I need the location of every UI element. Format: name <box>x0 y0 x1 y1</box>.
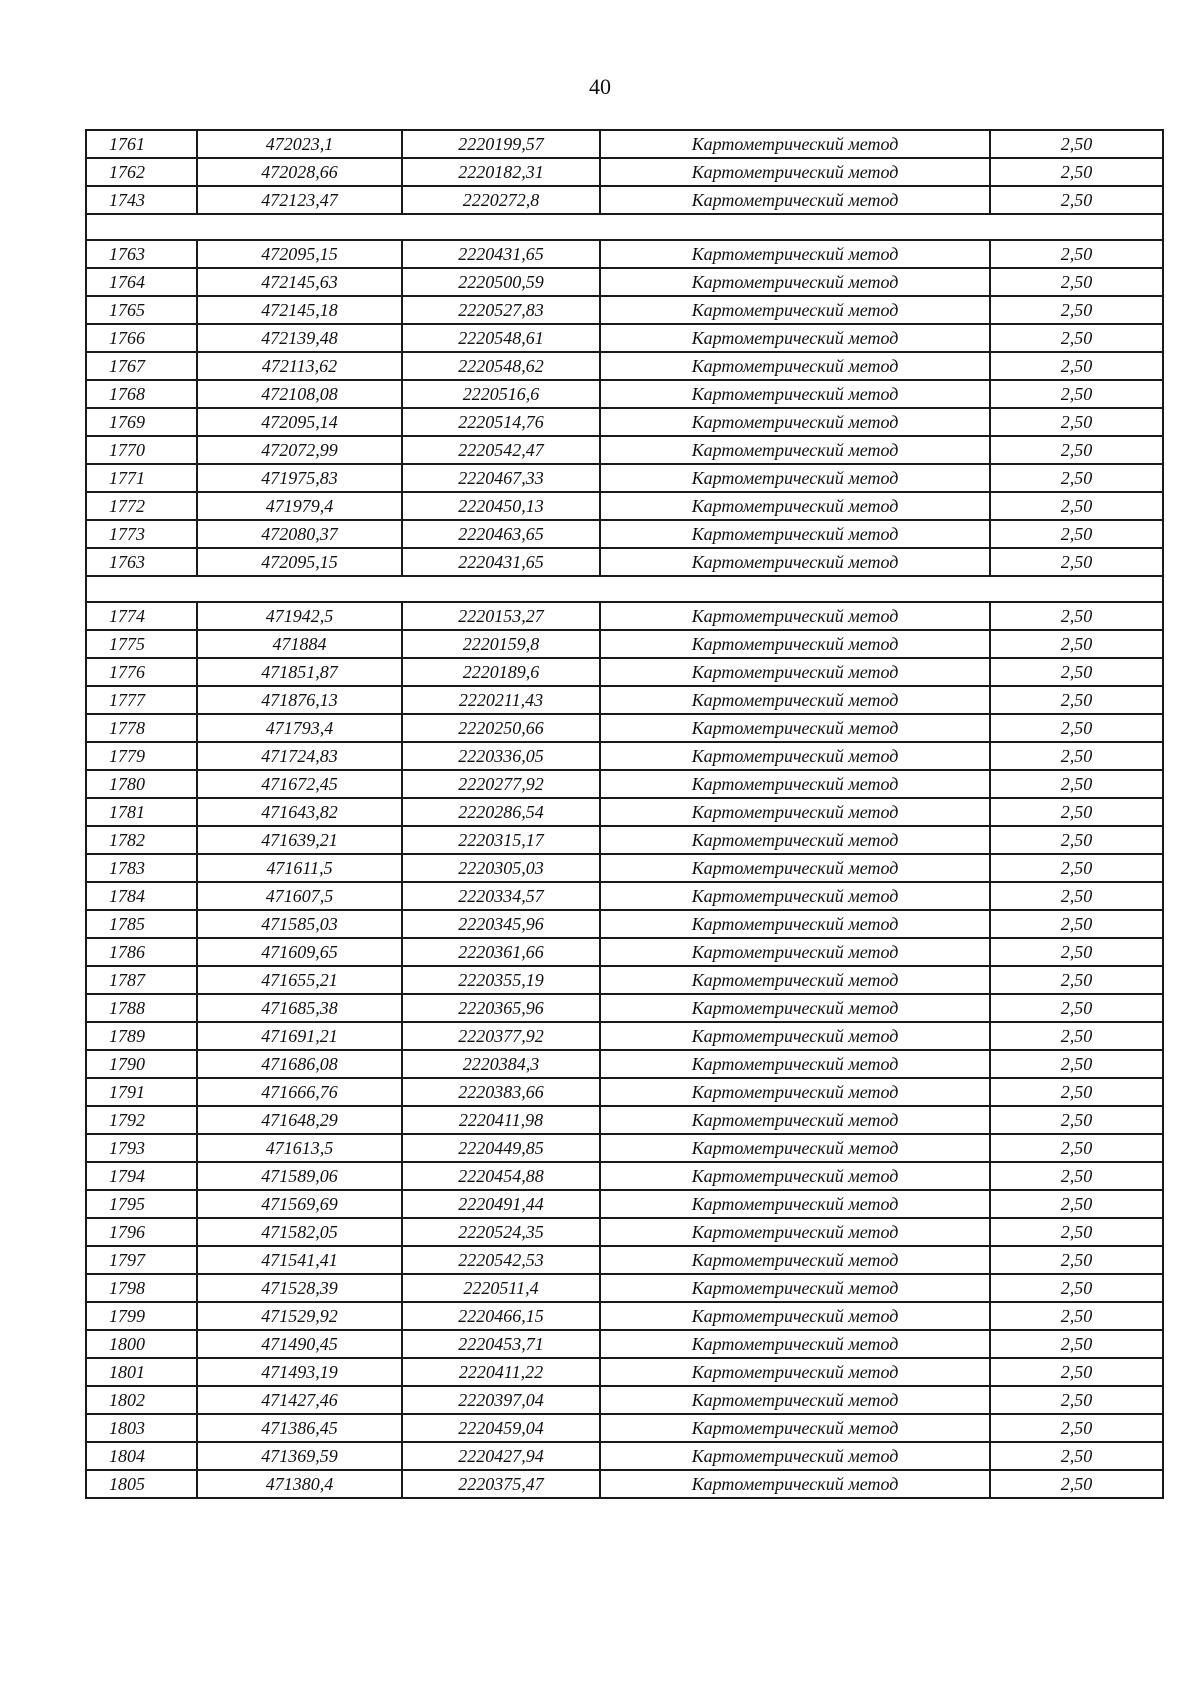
table-row <box>86 714 1163 742</box>
accuracy-cell: 2,50 <box>990 1162 1163 1190</box>
page-number: 40 <box>589 74 611 99</box>
accuracy-cell: 2,50 <box>990 630 1163 658</box>
method-cell: Картометрический метод <box>600 910 990 938</box>
method-cell: Картометрический метод <box>600 1218 990 1246</box>
method-cell: Картометрический метод <box>600 686 990 714</box>
table-row <box>86 1190 1163 1218</box>
point-number-cell: 1789 <box>86 1022 197 1050</box>
method-cell: Картометрический метод <box>600 1470 990 1498</box>
accuracy-cell: 2,50 <box>990 882 1163 910</box>
coordinates-table <box>85 129 1164 1499</box>
y-coordinate-cell: 2220491,44 <box>402 1190 600 1218</box>
y-coordinate-cell: 2220459,04 <box>402 1414 600 1442</box>
method-cell: Картометрический метод <box>600 630 990 658</box>
point-number-cell: 1791 <box>86 1078 197 1106</box>
method-cell: Картометрический метод <box>600 1442 990 1470</box>
point-number-cell: 1764 <box>86 268 197 296</box>
table-row <box>86 408 1163 436</box>
y-coordinate-cell: 2220383,66 <box>402 1078 600 1106</box>
point-number-cell: 1782 <box>86 826 197 854</box>
y-coordinate-cell: 2220411,22 <box>402 1358 600 1386</box>
table-row <box>86 630 1163 658</box>
y-coordinate-cell: 2220548,61 <box>402 324 600 352</box>
y-coordinate-cell: 2220334,57 <box>402 882 600 910</box>
accuracy-cell: 2,50 <box>990 1302 1163 1330</box>
y-coordinate-cell: 2220336,05 <box>402 742 600 770</box>
point-number-cell: 1790 <box>86 1050 197 1078</box>
x-coordinate-cell: 471691,21 <box>197 1022 402 1050</box>
x-coordinate-cell: 471569,69 <box>197 1190 402 1218</box>
y-coordinate-cell: 2220511,4 <box>402 1274 600 1302</box>
y-coordinate-cell: 2220189,6 <box>402 658 600 686</box>
x-coordinate-cell: 471493,19 <box>197 1358 402 1386</box>
accuracy-cell: 2,50 <box>990 436 1163 464</box>
point-number-cell: 1788 <box>86 994 197 1022</box>
method-cell: Картометрический метод <box>600 994 990 1022</box>
table-row <box>86 686 1163 714</box>
accuracy-cell: 2,50 <box>990 352 1163 380</box>
accuracy-cell: 2,50 <box>990 1274 1163 1302</box>
accuracy-cell: 2,50 <box>990 1218 1163 1246</box>
separator-cell <box>86 576 1163 602</box>
x-coordinate-cell: 471490,45 <box>197 1330 402 1358</box>
method-cell: Картометрический метод <box>600 380 990 408</box>
point-number-cell: 1771 <box>86 464 197 492</box>
method-cell: Картометрический метод <box>600 966 990 994</box>
x-coordinate-cell: 472080,37 <box>197 520 402 548</box>
accuracy-cell: 2,50 <box>990 826 1163 854</box>
y-coordinate-cell: 2220542,47 <box>402 436 600 464</box>
method-cell: Картометрический метод <box>600 714 990 742</box>
y-coordinate-cell: 2220524,35 <box>402 1218 600 1246</box>
method-cell: Картометрический метод <box>600 1162 990 1190</box>
y-coordinate-cell: 2220361,66 <box>402 938 600 966</box>
method-cell: Картометрический метод <box>600 492 990 520</box>
separator-cell <box>86 214 1163 240</box>
method-cell: Картометрический метод <box>600 882 990 910</box>
table-row <box>86 158 1163 186</box>
x-coordinate-cell: 471639,21 <box>197 826 402 854</box>
x-coordinate-cell: 471975,83 <box>197 464 402 492</box>
method-cell: Картометрический метод <box>600 268 990 296</box>
x-coordinate-cell: 472113,62 <box>197 352 402 380</box>
table-row <box>86 1162 1163 1190</box>
point-number-cell: 1792 <box>86 1106 197 1134</box>
x-coordinate-cell: 471582,05 <box>197 1218 402 1246</box>
table-row <box>86 826 1163 854</box>
x-coordinate-cell: 471541,41 <box>197 1246 402 1274</box>
y-coordinate-cell: 2220286,54 <box>402 798 600 826</box>
y-coordinate-cell: 2220431,65 <box>402 240 600 268</box>
y-coordinate-cell: 2220500,59 <box>402 268 600 296</box>
method-cell: Картометрический метод <box>600 1330 990 1358</box>
y-coordinate-cell: 2220542,53 <box>402 1246 600 1274</box>
table-row <box>86 1386 1163 1414</box>
accuracy-cell: 2,50 <box>990 994 1163 1022</box>
table-row <box>86 186 1163 214</box>
method-cell: Картометрический метод <box>600 436 990 464</box>
x-coordinate-cell: 471793,4 <box>197 714 402 742</box>
x-coordinate-cell: 471589,06 <box>197 1162 402 1190</box>
x-coordinate-cell: 471585,03 <box>197 910 402 938</box>
method-cell: Картометрический метод <box>600 742 990 770</box>
accuracy-cell: 2,50 <box>990 1386 1163 1414</box>
accuracy-cell: 2,50 <box>990 186 1163 214</box>
table-row <box>86 1414 1163 1442</box>
x-coordinate-cell: 471648,29 <box>197 1106 402 1134</box>
point-number-cell: 1763 <box>86 548 197 576</box>
y-coordinate-cell: 2220397,04 <box>402 1386 600 1414</box>
y-coordinate-cell: 2220411,98 <box>402 1106 600 1134</box>
accuracy-cell: 2,50 <box>990 798 1163 826</box>
x-coordinate-cell: 471724,83 <box>197 742 402 770</box>
accuracy-cell: 2,50 <box>990 602 1163 630</box>
point-number-cell: 1762 <box>86 158 197 186</box>
x-coordinate-cell: 471609,65 <box>197 938 402 966</box>
point-number-cell: 1767 <box>86 352 197 380</box>
table-row <box>86 1218 1163 1246</box>
x-coordinate-cell: 472072,99 <box>197 436 402 464</box>
method-cell: Картометрический метод <box>600 1022 990 1050</box>
x-coordinate-cell: 471369,59 <box>197 1442 402 1470</box>
method-cell: Картометрический метод <box>600 1302 990 1330</box>
table-row <box>86 1358 1163 1386</box>
point-number-cell: 1799 <box>86 1302 197 1330</box>
table-row <box>86 492 1163 520</box>
point-number-cell: 1780 <box>86 770 197 798</box>
method-cell: Картометрический метод <box>600 1358 990 1386</box>
y-coordinate-cell: 2220454,88 <box>402 1162 600 1190</box>
y-coordinate-cell: 2220272,8 <box>402 186 600 214</box>
x-coordinate-cell: 471666,76 <box>197 1078 402 1106</box>
table-row <box>86 770 1163 798</box>
accuracy-cell: 2,50 <box>990 1330 1163 1358</box>
table-row <box>86 1330 1163 1358</box>
point-number-cell: 1796 <box>86 1218 197 1246</box>
y-coordinate-cell: 2220211,43 <box>402 686 600 714</box>
point-number-cell: 1769 <box>86 408 197 436</box>
method-cell: Картометрический метод <box>600 408 990 436</box>
point-number-cell: 1783 <box>86 854 197 882</box>
accuracy-cell: 2,50 <box>990 1442 1163 1470</box>
accuracy-cell: 2,50 <box>990 158 1163 186</box>
table-row <box>86 798 1163 826</box>
table-row <box>86 938 1163 966</box>
y-coordinate-cell: 2220463,65 <box>402 520 600 548</box>
accuracy-cell: 2,50 <box>990 130 1163 158</box>
y-coordinate-cell: 2220305,03 <box>402 854 600 882</box>
method-cell: Картометрический метод <box>600 1274 990 1302</box>
point-number-cell: 1784 <box>86 882 197 910</box>
accuracy-cell: 2,50 <box>990 1078 1163 1106</box>
x-coordinate-cell: 472095,15 <box>197 548 402 576</box>
table-row <box>86 268 1163 296</box>
table-row <box>86 994 1163 1022</box>
y-coordinate-cell: 2220365,96 <box>402 994 600 1022</box>
point-number-cell: 1766 <box>86 324 197 352</box>
accuracy-cell: 2,50 <box>990 520 1163 548</box>
table-row <box>86 602 1163 630</box>
y-coordinate-cell: 2220153,27 <box>402 602 600 630</box>
x-coordinate-cell: 471613,5 <box>197 1134 402 1162</box>
point-number-cell: 1775 <box>86 630 197 658</box>
point-number-cell: 1770 <box>86 436 197 464</box>
accuracy-cell: 2,50 <box>990 492 1163 520</box>
method-cell: Картометрический метод <box>600 938 990 966</box>
x-coordinate-cell: 471529,92 <box>197 1302 402 1330</box>
point-number-cell: 1785 <box>86 910 197 938</box>
method-cell: Картометрический метод <box>600 1050 990 1078</box>
y-coordinate-cell: 2220375,47 <box>402 1470 600 1498</box>
accuracy-cell: 2,50 <box>990 1358 1163 1386</box>
method-cell: Картометрический метод <box>600 464 990 492</box>
accuracy-cell: 2,50 <box>990 1106 1163 1134</box>
accuracy-cell: 2,50 <box>990 742 1163 770</box>
accuracy-cell: 2,50 <box>990 854 1163 882</box>
x-coordinate-cell: 471643,82 <box>197 798 402 826</box>
coordinates-table-body <box>86 130 1163 1498</box>
x-coordinate-cell: 471672,45 <box>197 770 402 798</box>
point-number-cell: 1776 <box>86 658 197 686</box>
table-row <box>86 352 1163 380</box>
point-number-cell: 1801 <box>86 1358 197 1386</box>
point-number-cell: 1803 <box>86 1414 197 1442</box>
method-cell: Картометрический метод <box>600 296 990 324</box>
y-coordinate-cell: 2220277,92 <box>402 770 600 798</box>
x-coordinate-cell: 471528,39 <box>197 1274 402 1302</box>
y-coordinate-cell: 2220199,57 <box>402 130 600 158</box>
table-row <box>86 966 1163 994</box>
x-coordinate-cell: 471427,46 <box>197 1386 402 1414</box>
method-cell: Картометрический метод <box>600 1386 990 1414</box>
y-coordinate-cell: 2220384,3 <box>402 1050 600 1078</box>
method-cell: Картометрический метод <box>600 1414 990 1442</box>
y-coordinate-cell: 2220527,83 <box>402 296 600 324</box>
method-cell: Картометрический метод <box>600 658 990 686</box>
accuracy-cell: 2,50 <box>990 770 1163 798</box>
y-coordinate-cell: 2220315,17 <box>402 826 600 854</box>
accuracy-cell: 2,50 <box>990 408 1163 436</box>
table-row <box>86 854 1163 882</box>
x-coordinate-cell: 472123,47 <box>197 186 402 214</box>
method-cell: Картометрический метод <box>600 130 990 158</box>
table-row <box>86 1050 1163 1078</box>
method-cell: Картометрический метод <box>600 1106 990 1134</box>
table-row <box>86 1134 1163 1162</box>
point-number-cell: 1777 <box>86 686 197 714</box>
y-coordinate-cell: 2220377,92 <box>402 1022 600 1050</box>
y-coordinate-cell: 2220453,71 <box>402 1330 600 1358</box>
point-number-cell: 1781 <box>86 798 197 826</box>
method-cell: Картометрический метод <box>600 324 990 352</box>
x-coordinate-cell: 471979,4 <box>197 492 402 520</box>
table-row <box>86 548 1163 576</box>
y-coordinate-cell: 2220355,19 <box>402 966 600 994</box>
accuracy-cell: 2,50 <box>990 1190 1163 1218</box>
point-number-cell: 1773 <box>86 520 197 548</box>
table-row <box>86 296 1163 324</box>
x-coordinate-cell: 472095,15 <box>197 240 402 268</box>
table-row <box>86 1106 1163 1134</box>
contour-separator-row <box>86 214 1163 240</box>
x-coordinate-cell: 472108,08 <box>197 380 402 408</box>
point-number-cell: 1778 <box>86 714 197 742</box>
accuracy-cell: 2,50 <box>990 1414 1163 1442</box>
y-coordinate-cell: 2220449,85 <box>402 1134 600 1162</box>
table-row <box>86 882 1163 910</box>
point-number-cell: 1798 <box>86 1274 197 1302</box>
contour-separator-row <box>86 576 1163 602</box>
point-number-cell: 1802 <box>86 1386 197 1414</box>
table-row <box>86 324 1163 352</box>
point-number-cell: 1804 <box>86 1442 197 1470</box>
method-cell: Картометрический метод <box>600 186 990 214</box>
x-coordinate-cell: 471851,87 <box>197 658 402 686</box>
point-number-cell: 1800 <box>86 1330 197 1358</box>
point-number-cell: 1765 <box>86 296 197 324</box>
accuracy-cell: 2,50 <box>990 1470 1163 1498</box>
method-cell: Картометрический метод <box>600 602 990 630</box>
point-number-cell: 1797 <box>86 1246 197 1274</box>
x-coordinate-cell: 471685,38 <box>197 994 402 1022</box>
point-number-cell: 1761 <box>86 130 197 158</box>
table-row <box>86 464 1163 492</box>
point-number-cell: 1763 <box>86 240 197 268</box>
y-coordinate-cell: 2220548,62 <box>402 352 600 380</box>
point-number-cell: 1768 <box>86 380 197 408</box>
table-row <box>86 1274 1163 1302</box>
accuracy-cell: 2,50 <box>990 658 1163 686</box>
y-coordinate-cell: 2220514,76 <box>402 408 600 436</box>
y-coordinate-cell: 2220345,96 <box>402 910 600 938</box>
accuracy-cell: 2,50 <box>990 714 1163 742</box>
accuracy-cell: 2,50 <box>990 1246 1163 1274</box>
point-number-cell: 1774 <box>86 602 197 630</box>
table-row <box>86 1078 1163 1106</box>
accuracy-cell: 2,50 <box>990 464 1163 492</box>
y-coordinate-cell: 2220250,66 <box>402 714 600 742</box>
x-coordinate-cell: 472095,14 <box>197 408 402 436</box>
accuracy-cell: 2,50 <box>990 324 1163 352</box>
method-cell: Картометрический метод <box>600 1134 990 1162</box>
x-coordinate-cell: 472028,66 <box>197 158 402 186</box>
accuracy-cell: 2,50 <box>990 240 1163 268</box>
point-number-cell: 1787 <box>86 966 197 994</box>
x-coordinate-cell: 471380,4 <box>197 1470 402 1498</box>
accuracy-cell: 2,50 <box>990 1050 1163 1078</box>
method-cell: Картометрический метод <box>600 770 990 798</box>
table-row <box>86 520 1163 548</box>
y-coordinate-cell: 2220467,33 <box>402 464 600 492</box>
table-row <box>86 1246 1163 1274</box>
point-number-cell: 1743 <box>86 186 197 214</box>
x-coordinate-cell: 471686,08 <box>197 1050 402 1078</box>
point-number-cell: 1805 <box>86 1470 197 1498</box>
x-coordinate-cell: 471607,5 <box>197 882 402 910</box>
accuracy-cell: 2,50 <box>990 938 1163 966</box>
point-number-cell: 1793 <box>86 1134 197 1162</box>
method-cell: Картометрический метод <box>600 158 990 186</box>
table-row <box>86 910 1163 938</box>
x-coordinate-cell: 471942,5 <box>197 602 402 630</box>
accuracy-cell: 2,50 <box>990 1134 1163 1162</box>
accuracy-cell: 2,50 <box>990 910 1163 938</box>
method-cell: Картометрический метод <box>600 240 990 268</box>
method-cell: Картометрический метод <box>600 1246 990 1274</box>
y-coordinate-cell: 2220516,6 <box>402 380 600 408</box>
accuracy-cell: 2,50 <box>990 296 1163 324</box>
x-coordinate-cell: 471386,45 <box>197 1414 402 1442</box>
coordinates-table-container <box>85 129 1162 1499</box>
point-number-cell: 1772 <box>86 492 197 520</box>
point-number-cell: 1786 <box>86 938 197 966</box>
table-row <box>86 240 1163 268</box>
method-cell: Картометрический метод <box>600 352 990 380</box>
point-number-cell: 1779 <box>86 742 197 770</box>
table-row <box>86 1022 1163 1050</box>
x-coordinate-cell: 471876,13 <box>197 686 402 714</box>
table-row <box>86 1470 1163 1498</box>
x-coordinate-cell: 471655,21 <box>197 966 402 994</box>
method-cell: Картометрический метод <box>600 520 990 548</box>
method-cell: Картометрический метод <box>600 548 990 576</box>
method-cell: Картометрический метод <box>600 854 990 882</box>
accuracy-cell: 2,50 <box>990 380 1163 408</box>
accuracy-cell: 2,50 <box>990 268 1163 296</box>
y-coordinate-cell: 2220427,94 <box>402 1442 600 1470</box>
x-coordinate-cell: 472023,1 <box>197 130 402 158</box>
accuracy-cell: 2,50 <box>990 548 1163 576</box>
x-coordinate-cell: 471884 <box>197 630 402 658</box>
table-row <box>86 130 1163 158</box>
x-coordinate-cell: 472145,18 <box>197 296 402 324</box>
accuracy-cell: 2,50 <box>990 686 1163 714</box>
method-cell: Картометрический метод <box>600 1078 990 1106</box>
y-coordinate-cell: 2220159,8 <box>402 630 600 658</box>
x-coordinate-cell: 472139,48 <box>197 324 402 352</box>
point-number-cell: 1794 <box>86 1162 197 1190</box>
point-number-cell: 1795 <box>86 1190 197 1218</box>
method-cell: Картометрический метод <box>600 826 990 854</box>
y-coordinate-cell: 2220431,65 <box>402 548 600 576</box>
x-coordinate-cell: 471611,5 <box>197 854 402 882</box>
method-cell: Картометрический метод <box>600 798 990 826</box>
accuracy-cell: 2,50 <box>990 1022 1163 1050</box>
accuracy-cell: 2,50 <box>990 966 1163 994</box>
table-row <box>86 436 1163 464</box>
table-row <box>86 1302 1163 1330</box>
table-row <box>86 1442 1163 1470</box>
y-coordinate-cell: 2220182,31 <box>402 158 600 186</box>
method-cell: Картометрический метод <box>600 1190 990 1218</box>
table-row <box>86 742 1163 770</box>
x-coordinate-cell: 472145,63 <box>197 268 402 296</box>
table-row <box>86 380 1163 408</box>
y-coordinate-cell: 2220450,13 <box>402 492 600 520</box>
table-row <box>86 658 1163 686</box>
y-coordinate-cell: 2220466,15 <box>402 1302 600 1330</box>
